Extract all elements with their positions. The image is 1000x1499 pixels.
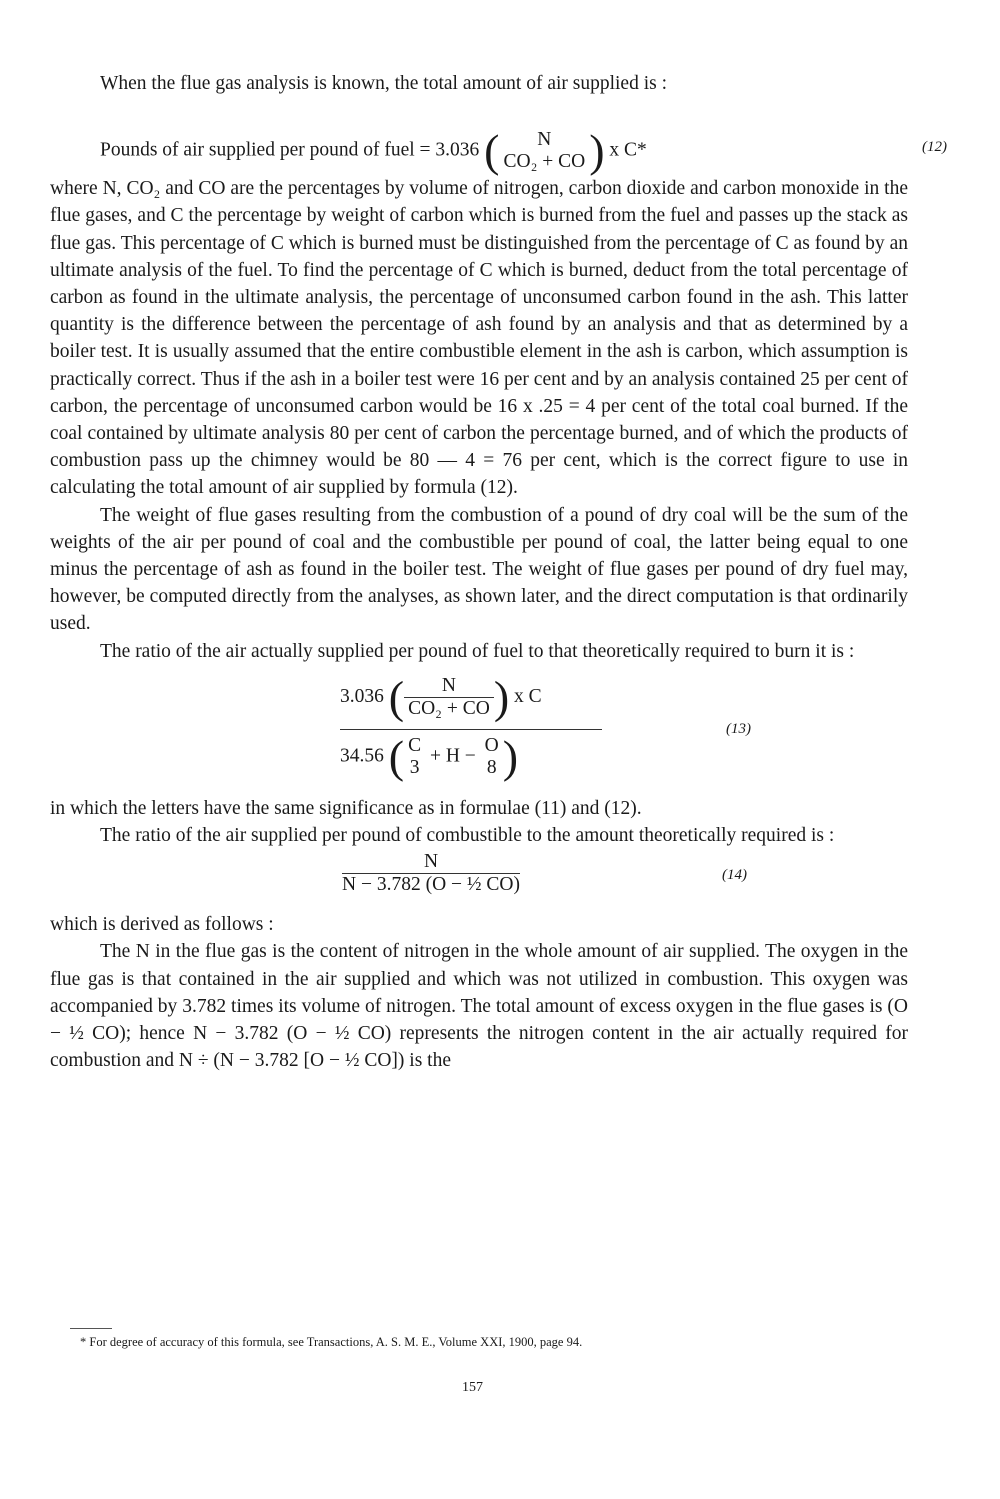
- formula-12-rhs: x C*: [609, 139, 647, 161]
- formula-13-eight: 8: [486, 756, 497, 778]
- formula-13-top-numerator: N: [441, 674, 456, 696]
- formula-14-numerator: N: [423, 851, 439, 873]
- formula-13: 3.036 ( $\frac{N}{\text{CO₂ + CO}}$ ) x C 34.56 ( C 3 + H − O 8 ) (13): [340, 671, 751, 782]
- formula-12-denominator: CO₂ + CO: [503, 151, 586, 173]
- paragraph-formulae-note: in which the letters have the same significance as in formulae (11) and (12).: [50, 797, 642, 819]
- paragraph-derivation: The N in the flue gas is the content of nitrogen in the whole amount of air supplied. The oxygen in the flue gas is that contained in the air supplied and which was not utilized in combustion. This oxygen was accompanied by 3.782 times its volume of nitrogen. The total amount of excess oxygen in the flue gases is (O − ½ CO); hence N − 3.782 (O − ½ CO) represents the nitrogen content in the air actually required for combustion and N ÷ (N − 3.782 [O − ½ CO]) is the: [50, 941, 908, 1072]
- page-number: 157: [462, 1380, 483, 1395]
- formula-13-three: 3: [409, 756, 420, 778]
- page-body: [50, 70, 947, 1074]
- formula-12: Pounds of air supplied per pound of fuel = 3.036 ( N CO₂ + CO ) x C* (12): [100, 125, 947, 177]
- footnote-divider: [70, 1328, 112, 1329]
- formula-14: [50, 849, 908, 911]
- paragraph-carbon: where N, CO₂ and CO are the percentages by volume of nitrogen, carbon dioxide and carbon monoxide in the flue gases, and C the percentage by weight of carbon which is burned from the fuel and passes up the stack as flue gas. This percentage of C which is burned must be distinguished from the percentage of C as found by an ultimate analysis of the fuel. To find the percentage of C which is burned, deduct from the total percentage of carbon as found in the ultimate analysis, the percentage of unconsumed carbon found in the ash. This latter quantity is the difference between the percentage of ash found by an analysis and that as determined by a boiler test. It is usually assumed that the entire combustible element in the ash is carbon, which assumption is practically correct. Thus if the ash in a boiler test were 16 per cent and by an analysis contained 25 per cent of carbon, the percentage of unconsumed carbon would be 16 x .25 = 4 per cent of the total coal burned. If the coal contained by ultimate analysis 80 per cent of carbon the percentage burned, and of which the products of combustion pass up the chimney would be 80 — 4 = 76 per cent, which is the correct figure to use in calculating the total amount of air supplied by formula (12).: [50, 178, 908, 499]
- formula-14-label: (14): [722, 867, 747, 884]
- formula-13-label: (13): [726, 720, 751, 737]
- formula-13-top-coefficient: 3.036: [340, 685, 384, 707]
- paragraph-combustible-ratio: The ratio of the air supplied per pound of combustible to the amount theoretically required is :: [100, 825, 835, 847]
- intro-paragraph: When the flue gas analysis is known, the total amount of air supplied is :: [100, 73, 668, 94]
- formula-12-lhs: Pounds of air supplied per pound of fuel = 3.036: [100, 139, 480, 161]
- footnote: * For degree of accuracy of this formula, see Transactions, A. S. M. E., Volume XXI, 1900, page 94.: [80, 1335, 583, 1349]
- formula-12-label: (12): [922, 139, 947, 156]
- formula-13-bottom-coefficient: 34.56: [340, 745, 384, 767]
- formula-14-denominator: N − 3.782 (O − ½ CO): [342, 874, 520, 896]
- formula-13-fraction-bar: [340, 729, 602, 730]
- formula-13-bottom-expression: + H −: [429, 745, 476, 767]
- paragraph-derivation-intro: which is derived as follows :: [50, 914, 274, 936]
- formula-12-numerator: N: [537, 129, 552, 151]
- formula-13-o: O: [484, 734, 499, 756]
- paragraph-flue-gas-weight: The weight of flue gases resulting from the combustion of a pound of dry coal will be the sum of the weights of the air per pound of coal and the combustible per pound of coal, the latter being equal to one minus the percentage of ash as found in the boiler test. The weight of flue gases per pound of dry fuel may, however, be computed directly from the analyses, as shown later, and the direct computation is that ordinarily used.: [50, 504, 908, 635]
- formula-13-top-tail: x C: [514, 685, 542, 707]
- paragraph-ratio-intro: The ratio of the air actually supplied per pound of fuel to that theoretically required to burn it is :: [100, 640, 855, 662]
- formula-13-c: C: [408, 734, 422, 756]
- formula-13-top-denominator: CO₂ + CO: [404, 697, 494, 720]
